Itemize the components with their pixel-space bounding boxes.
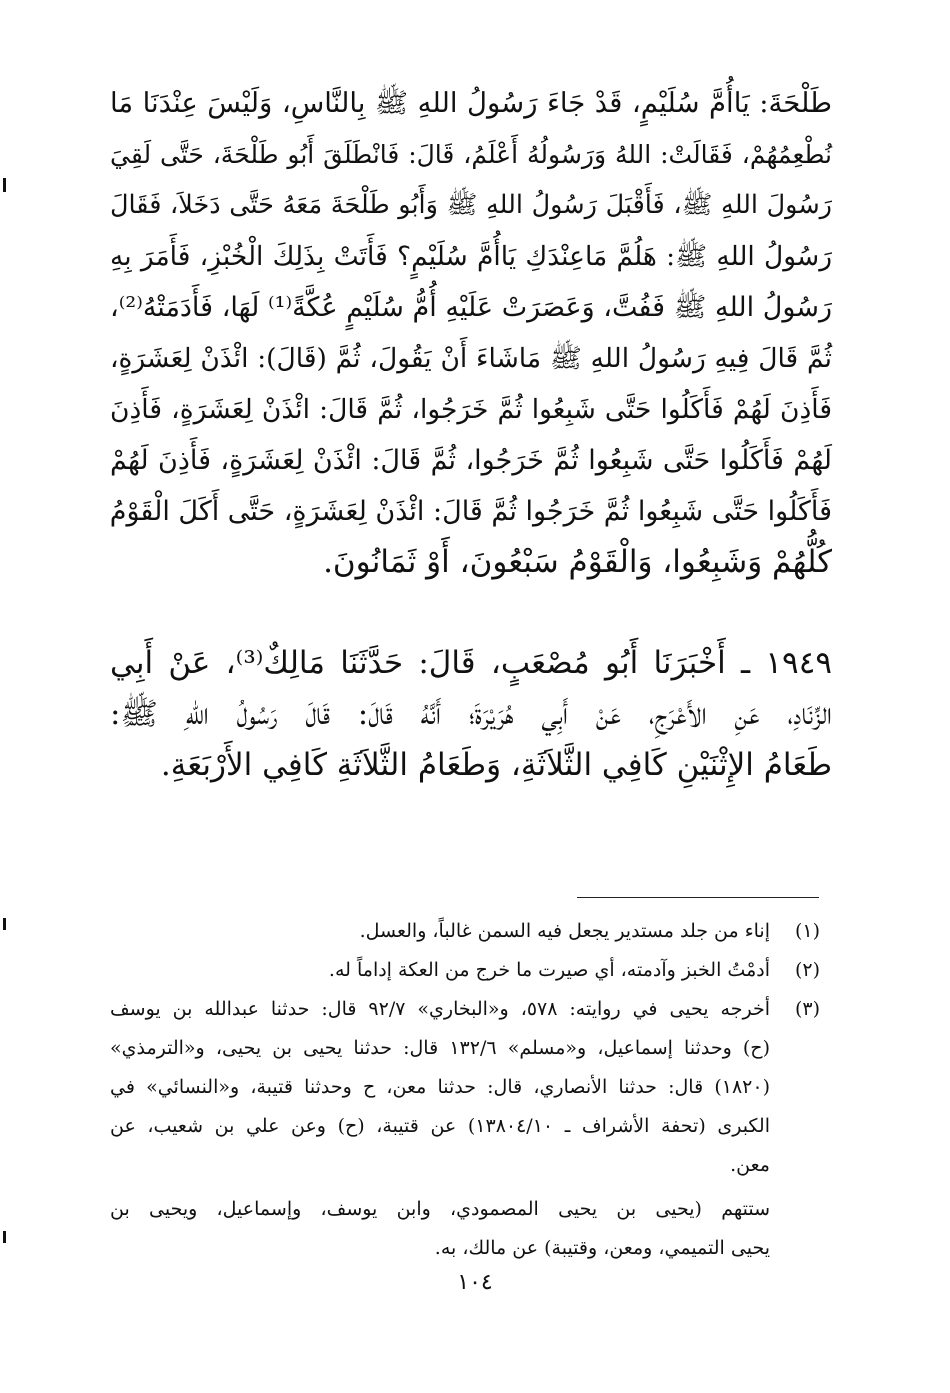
footnote-body	[110, 990, 770, 1185]
footnote-line: يحيى التميمي، ومعن، وقتيبة) عن مالك، به.	[434, 1237, 770, 1259]
paragraph-hadith-continuation	[110, 78, 832, 588]
text-line: ١٩٤٩ ـ أَخْبَرَنَا أَبُو مُصْعَبٍ، قَالَ: حَدَّثَنَا مَالِكٌ⁽³⁾، عَنْ أَبِي	[110, 645, 832, 681]
footnote-2	[110, 951, 820, 990]
footnote-line: أدمْتُ الخبز وآدمته، أي صيرت ما خرج من العكة إداماً له.	[328, 959, 770, 981]
footnote-line: معن.	[730, 1154, 770, 1176]
scan-edge-mark	[3, 918, 6, 930]
footnote-number: (٢)	[794, 959, 820, 981]
paragraph-hadith-1949	[110, 638, 832, 791]
footnote-line: إناء من جلد مستدير يجعل فيه السمن غالباً، والعسل.	[359, 920, 770, 942]
footnote-line: ستتهم (يحيى بن يحيى المصمودي، وابن يوسف، وإسماعيل، ويحيى بن	[110, 1198, 770, 1220]
footnote-divider	[577, 897, 819, 898]
footnote-1	[110, 912, 820, 951]
scan-edge-mark	[3, 178, 6, 192]
text-line: طَلْحَةَ: يَاأُمَّ سُلَيْمٍ، قَدْ جَاءَ رَسُولُ اللهِ ﷺ بِالنَّاسِ، وَلَيْسَ عِنْدَنَا مَا	[110, 87, 832, 119]
footnote-line: الكبرى (تحفة الأشراف ـ ١٣٨٠٤/١٠) عن قتيبة، (ح) وعن علي بن شعيب، عن	[110, 1115, 770, 1137]
text-line: رَسُولَ اللهِ ﷺ، فَأَقْبَلَ رَسُولُ اللهِ ﷺ وَأَبُو طَلْحَةَ مَعَهُ حَتَّى دَخَلاَ، فَقَالَ	[110, 190, 832, 220]
page-number: ١٠٤	[457, 1270, 493, 1295]
text-line: نُطْعِمُهُمْ، فَقَالَتْ: اللهُ وَرَسُولُهُ أَعْلَمُ، قَالَ: فَانْطَلَقَ أَبُو طَلْحَةَ، حَتَّى لَقِيَ	[110, 140, 832, 169]
text-line: كُلُّهُمْ وَشَبِعُوا، وَالْقَوْمُ سَبْعُونَ، أَوْ ثَمَانُونَ.	[323, 544, 832, 580]
footnote-line: (١٨٢٠) قال: حدثنا الأنصاري، قال: حدثنا معن، ح وحدثنا قتيبة، و«النسائي» في	[110, 1076, 770, 1098]
footnote-number: (٣)	[794, 998, 820, 1020]
text-line: فَأَذِنَ لَهُمْ فَأَكَلُوا حَتَّى شَبِعُوا ثُمَّ خَرَجُوا، ثُمَّ قَالَ: ائْذَنْ لِعَشَرَةٍ، فَأَذِنَ	[110, 394, 832, 425]
text-line: رَسُولُ اللهِ ﷺ فَفُتَّ، وَعَصَرَتْ عَلَيْهِ أُمُّ سُلَيْمٍ عُكَّةً⁽¹⁾ لَهَا، فَأَدَمَتْهُ⁽²⁾،	[110, 292, 832, 323]
scan-edge-mark	[3, 1231, 6, 1243]
footnote-body	[110, 912, 770, 951]
footnote-line: (ح) وحدثنا إسماعيل، و«مسلم» ١٣٢/٦ قال: حدثنا يحيى بن يحيى، و«الترمذي»	[110, 1037, 770, 1059]
footnote-body	[110, 951, 770, 990]
footnote-line: أخرجه يحيى في روايته: ٥٧٨، و«البخاري» ٩٢/٧ قال: حدثنا عبدالله بن يوسف	[110, 998, 770, 1020]
footnote-3	[110, 990, 820, 1185]
footnote-number: (١)	[794, 920, 820, 942]
text-line: طَعَامُ الإِثْنَيْنِ كَافِي الثَّلاَثَةِ، وَطَعَامُ الثَّلاَثَةِ كَافِي الأَرْبَعَةِ.	[160, 747, 832, 783]
paragraph-gap	[110, 588, 832, 638]
text-line: الزِّنَادِ، عَنِ الأَعْرَجِ، عَنْ أَبِي هُرَيْرَةَ؛ أَنَّهُ قَالَ: قَالَ رَسُولُ اللهِ ﷺ:	[110, 696, 832, 732]
text-line: لَهُمْ فَأَكَلُوا حَتَّى شَبِعُوا ثُمَّ خَرَجُوا، ثُمَّ قَالَ: ائْذَنْ لِعَشَرَةٍ، فَأَذِنَ لَهُمْ	[110, 445, 832, 476]
main-text	[110, 78, 832, 791]
footnote-summary	[110, 1190, 820, 1268]
footnotes	[110, 912, 820, 1268]
text-line: ثُمَّ قَالَ فِيهِ رَسُولُ اللهِ ﷺ مَاشَاءَ أَنْ يَقُولَ، ثُمَّ (قَالَ): ائْذَنْ لِعَشَرَةٍ،	[110, 343, 832, 374]
text-line: فَأَكَلُوا حَتَّى شَبِعُوا ثُمَّ خَرَجُوا ثُمَّ قَالَ: ائْذَنْ لِعَشَرَةٍ، حَتَّى أَكَلَ الْقَوْمُ	[109, 496, 832, 527]
text-line: رَسُولُ اللهِ ﷺ: هَلُمَّ مَاعِنْدَكِ يَاأُمَّ سُلَيْمٍ؟ فَأَتَتْ بِذَلِكَ الْخُبْزِ، فَأَمَرَ بِهِ	[110, 241, 832, 272]
